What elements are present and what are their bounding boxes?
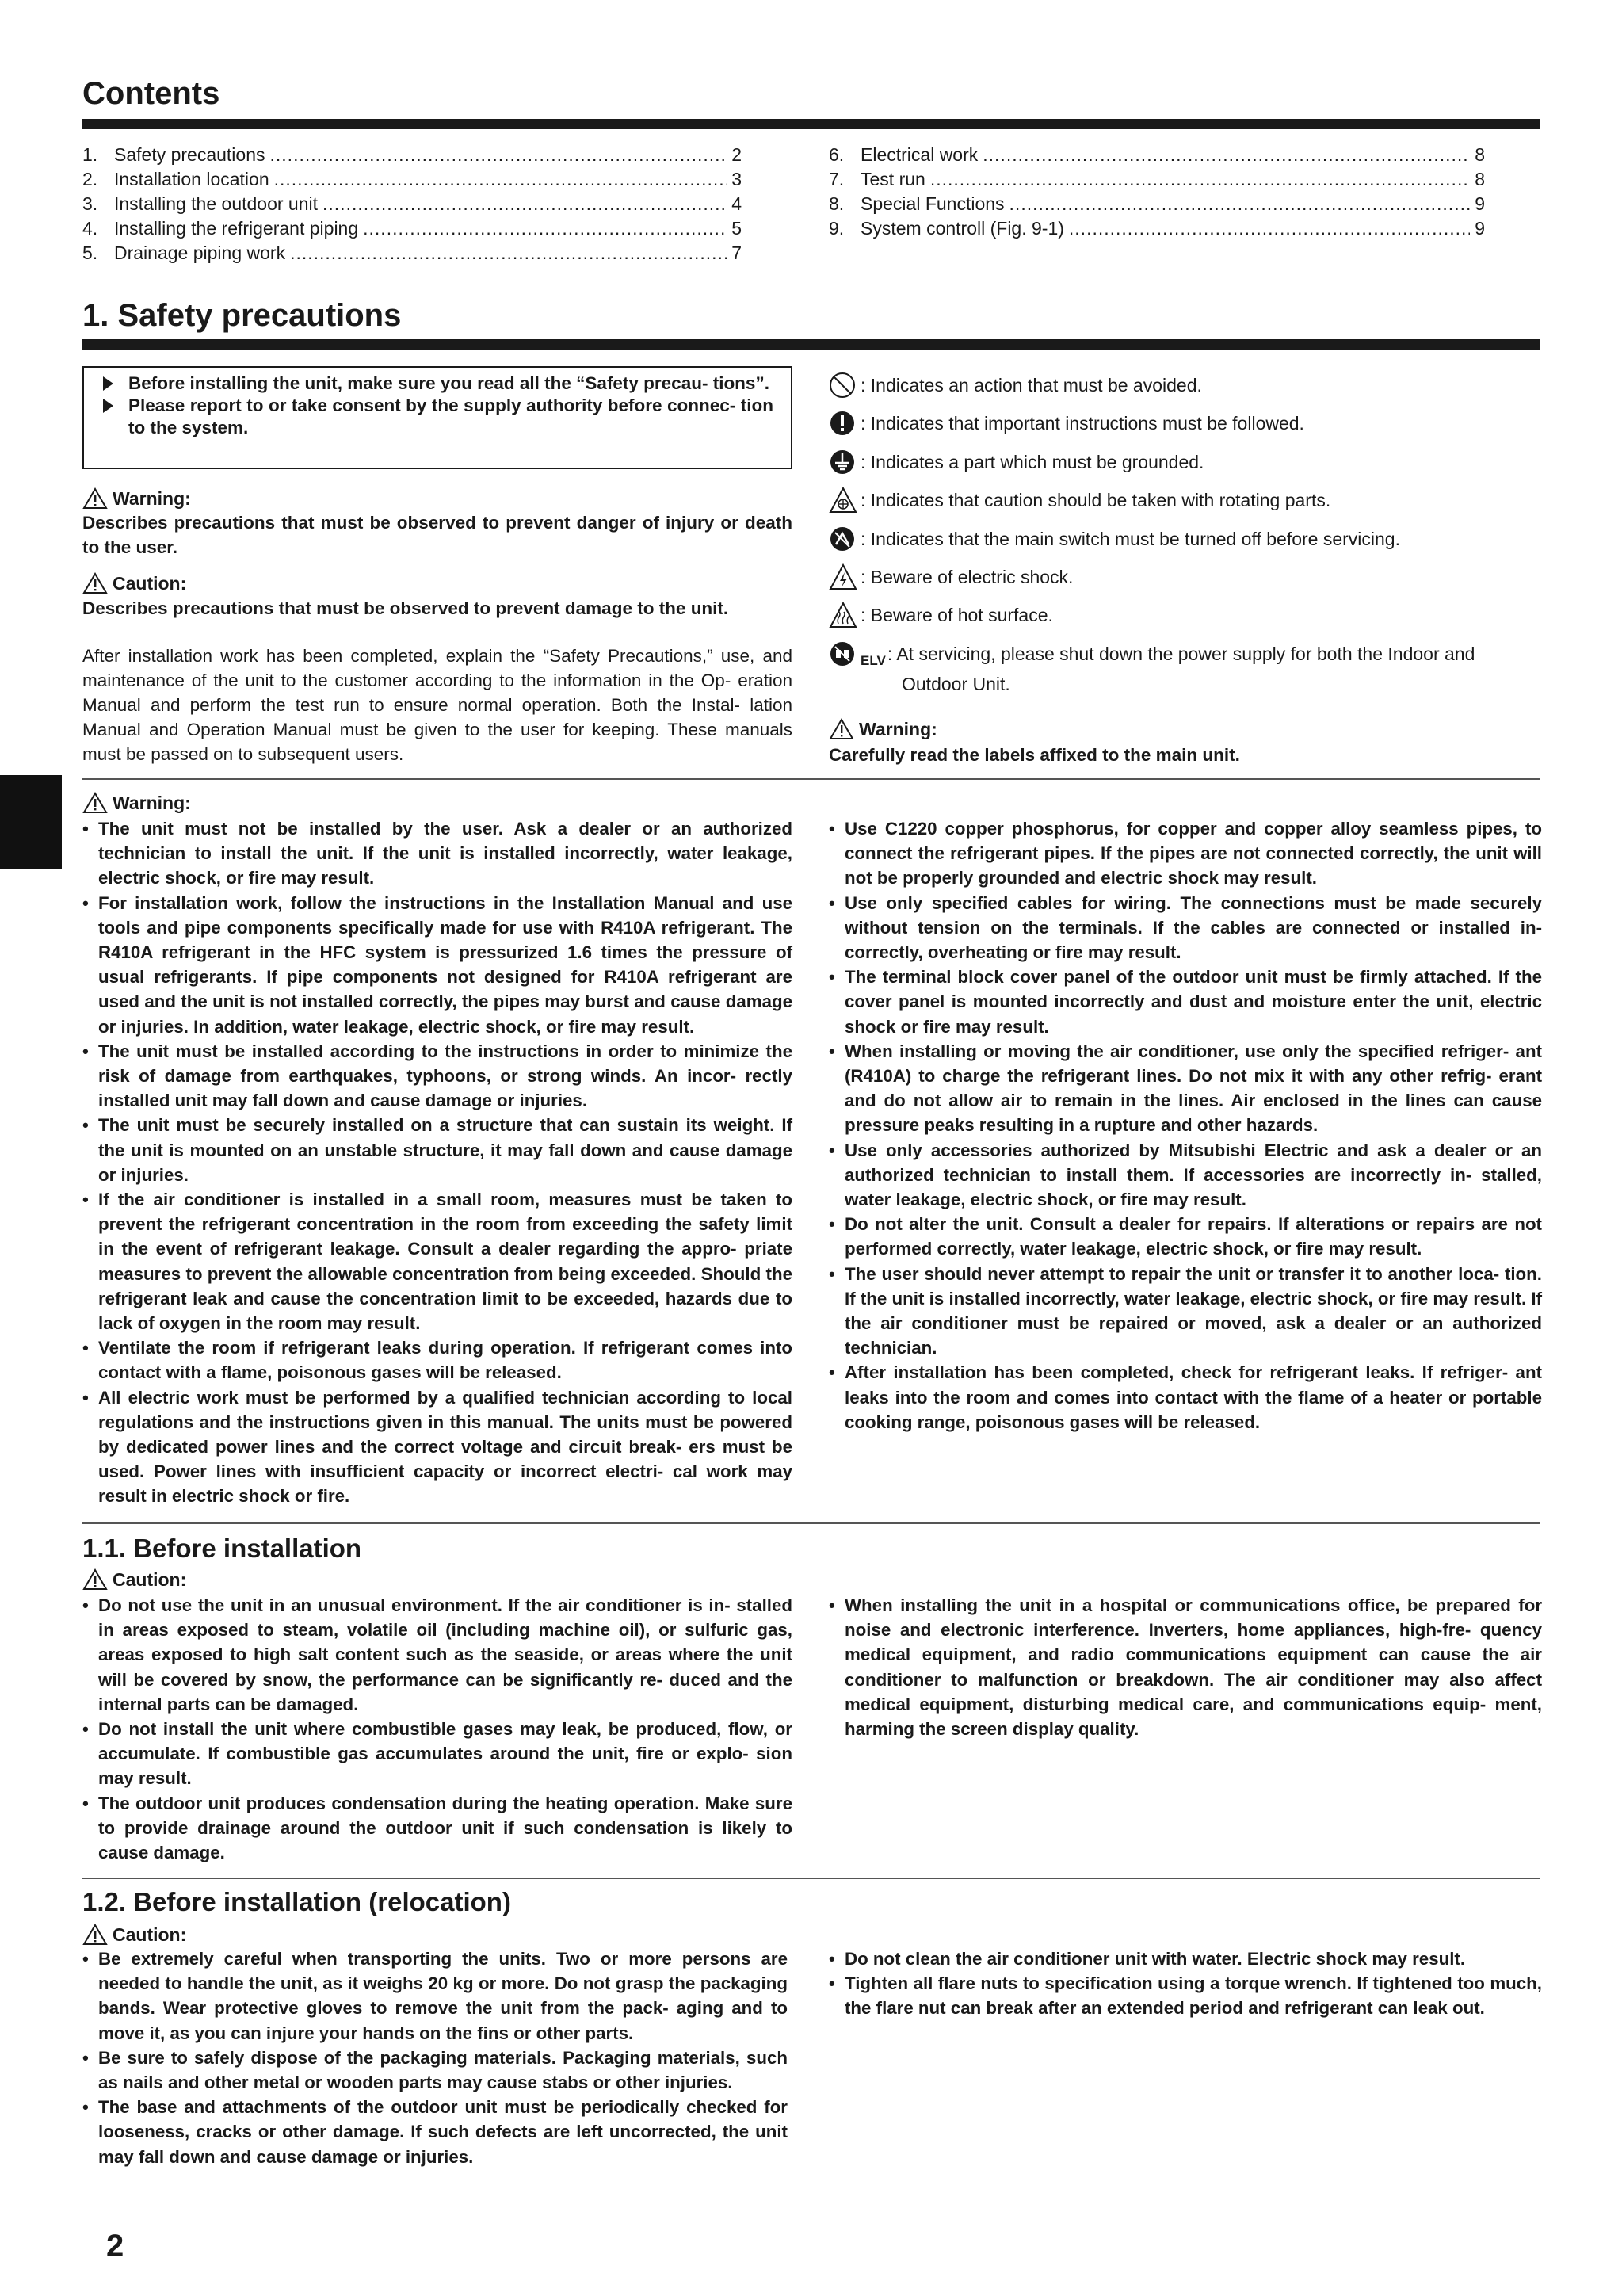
list-item: • The unit must not be installed by the user. Ask a dealer or an authorized technician to install the unit. If the unit is installed incorrectly, water leakage, electric shock, or fire may result. xyxy=(82,816,792,891)
list-item: • Do not use the unit in an unusual environment. If the air conditioner is in- stalled in areas exposed to steam, volatile oil (including machine oil), or sulfuric gas, areas exposed to high salt content such as the seaside, or areas where the unit will be covered by snow, the performance can be significantly re- duced and the internal parts can be damaged. xyxy=(82,1593,792,1717)
safety-title: 1. Safety precautions xyxy=(82,298,402,333)
caution-triangle-icon xyxy=(82,1568,108,1591)
before-installation-caution: Caution: xyxy=(82,1568,186,1591)
ground-icon xyxy=(829,447,861,477)
list-item: • The terminal block cover panel of the outdoor unit must be firmly attached. If the cover panel is mounted incorrectly and dust and moisture enter the unit, electric shock or fire may result. xyxy=(829,965,1542,1039)
symbol-elv: ELV : At servicing, please shut down the power supply for both the Indoor and Outdoor Unit. xyxy=(829,639,1542,699)
toc-entry[interactable]: 3. Installing the outdoor unit ..... 4 xyxy=(82,192,742,216)
toc-entry[interactable]: 8. Special Functions ..... 9 xyxy=(829,192,1485,216)
list-item: • Be sure to safely dispose of the packaging materials. Packaging materials, such as nails and other metal or wooden parts may cause stabs or other injuries. xyxy=(82,2046,788,2095)
warning-triangle-icon xyxy=(82,792,108,814)
list-item: • When installing or moving the air conditioner, use only the specified refriger- ant (R410A) to charge the refrigerant lines. Do not mix it with any other refrig- erant and do not allow air to remain in the lines. Air enclosed in the lines can cause pressure peaks resulting in a rupture and other hazards. xyxy=(829,1039,1542,1138)
divider xyxy=(82,778,1540,780)
toc-entry[interactable]: 2. Installation location ..... 3 xyxy=(82,167,742,192)
note-item: Before installing the unit, make sure you read all the “Safety precau- tions”. xyxy=(101,372,773,395)
list-item: • Do not clean the air conditioner unit with water. Electric shock may result. xyxy=(829,1946,1542,1971)
toc-entry[interactable]: 4. Installing the refrigerant piping ..... 5 xyxy=(82,216,742,241)
safety-rule xyxy=(82,339,1540,350)
note-item: Please report to or take consent by the supply authority before connec- tion to the system. xyxy=(101,395,773,439)
toc-entry[interactable]: 5. Drainage piping work ..... 7 xyxy=(82,241,742,266)
arrow-right-icon xyxy=(103,376,113,391)
warning-triangle-icon xyxy=(82,487,108,510)
safety-note-box xyxy=(82,366,792,469)
symbol-mandatory: : Indicates that important instructions must be followed. xyxy=(829,408,1304,438)
disconnect-power-icon xyxy=(829,639,861,669)
list-item: • All electric work must be performed by a qualified technician according to local regulations and the instructions given in this manual. The units must be powered by dedicated power lines and the correct voltage and circuit break- ers must be used. Power lines with insufficient capacity or incorrect electri- cal work may result in electric shock or fire. xyxy=(82,1385,792,1509)
before-installation-title: 1.1. Before installation xyxy=(82,1534,362,1563)
right-warning-text: Carefully read the labels affixed to the main unit. xyxy=(829,745,1240,765)
toc-left xyxy=(82,143,742,266)
toc-entry[interactable]: 1. Safety precautions ..... 2 xyxy=(82,143,742,167)
list-item: • The base and attachments of the outdoor unit must be periodically checked for looseness, cracks or other damage. If such defects are left uncorrected, the unit may fall down and cause damage or injuries. xyxy=(82,2095,788,2169)
symbol-rotating: : Indicates that caution should be taken with rotating parts. xyxy=(829,485,1330,515)
list-item: • Use C1220 copper phosphorus, for copper and copper alloy seamless pipes, to connect the refrigerant pipes. If the pipes are not connected correctly, the unit will not be properly grounded and electric shock may result. xyxy=(829,816,1542,891)
caution-heading: Caution: xyxy=(82,571,186,595)
toc-right xyxy=(829,143,1485,241)
list-item: • Be extremely careful when transporting the units. Two or more persons are needed to handle the unit, as it weighs 20 kg or more. Do not grasp the packaging bands. Wear protective gloves to remove the unit from the pack- aging and to move it, as you can injure your hands on the fins or other parts. xyxy=(82,1946,788,2046)
symbol-main-switch: : Indicates that the main switch must be turned off before servicing. xyxy=(829,524,1400,554)
list-item: • For installation work, follow the instructions in the Installation Manual and use tools and pipe components specifically made for use with R410A refrigerant. The R410A refrigerant in the HFC system is pressurized 1.6 times the pressure of usual refrigerants. If pipe components not designed for R410A refrigerant are used and the unit is not installed correctly, the pipes may burst and cause damage or injuries. In addition, water leakage, electric shock, or fire may result. xyxy=(82,891,792,1039)
caution-description: Describes precautions that must be observed to prevent damage to the unit. xyxy=(82,598,729,618)
caution-triangle-icon xyxy=(82,1924,108,1946)
contents-title: Contents xyxy=(82,76,220,111)
toc-entry[interactable]: 9. System controll (Fig. 9-1) ..... 9 xyxy=(829,216,1485,241)
right-warning-heading: Warning: xyxy=(829,717,937,741)
relocation-list-left xyxy=(82,1946,788,2169)
page-number: 2 xyxy=(106,2229,124,2264)
after-installation-text: After installation work has been completed, explain the “Safety Precautions,” use, and maintenance of the unit to the customer according to the information in the Op- eration Manual and perform the test run to ensure normal operation. Both the Instal- lation Manual and Operation Manual must be given to the user for keeping. These manuals must be passed on to subsequent users. xyxy=(82,646,792,764)
symbol-ground: : Indicates a part which must be grounded. xyxy=(829,447,1204,477)
warning-triangle-icon xyxy=(829,718,854,740)
warnings-list-left xyxy=(82,816,792,1509)
symbol-hot-surface: : Beware of hot surface. xyxy=(829,600,1053,630)
warnings-heading: Warning: xyxy=(82,791,191,815)
list-item: • The user should never attempt to repair the unit or transfer it to another loca- tion. If the unit is installed incorrectly, water leakage, electric shock, or fire may result. If the air conditioner must be repaired or moved, ask a dealer or an authorized technician. xyxy=(829,1262,1542,1361)
prohibited-icon xyxy=(829,370,861,400)
list-item: • If the air conditioner is installed in a small room, measures must be taken to prevent the refrigerant concentration in the room from exceeding the safety limit in the event of refrigerant leakage. Consult a dealer regarding the appro- priate measures to prevent the allowable concentration from being exceeded. Should the refrigerant leak and cause the concentration limit to be exceeded, hazards due to lack of oxygen in the room may result. xyxy=(82,1187,792,1335)
contents-rule xyxy=(82,119,1540,129)
list-item: • When installing the unit in a hospital or communications office, be prepared for noise and electronic interference. Inverters, home appliances, high-fre- quency medical equipment, and radio communications equipment can cause the air conditioner to malfunction or breakdown. The air conditioner may also affect medical equipment, disturbing medical care, and communications equip- ment, harming the screen display quality. xyxy=(829,1593,1542,1741)
list-item: • After installation has been completed, check for refrigerant leaks. If refriger- ant leaks into the room and comes into contact with the flame of a heater or portable cooking range, poisonous gases will be released. xyxy=(829,1360,1542,1435)
relocation-caution: Caution: xyxy=(82,1923,186,1946)
warning-description: Describes precautions that must be observed to prevent danger of injury or death to the user. xyxy=(82,513,792,557)
symbol-avoid: : Indicates an action that must be avoided. xyxy=(829,370,1202,400)
main-switch-off-icon xyxy=(829,524,861,554)
relocation-title: 1.2. Before installation (relocation) xyxy=(82,1887,511,1916)
warning-heading: Warning: xyxy=(82,487,191,510)
rotating-parts-icon xyxy=(829,485,861,515)
list-item: • Ventilate the room if refrigerant leaks during operation. If refrigerant comes into contact with a flame, poisonous gases will be released. xyxy=(82,1335,792,1385)
list-item: • Do not alter the unit. Consult a dealer for repairs. If alterations or repairs are not performed correctly, water leakage, electric shock, or fire may result. xyxy=(829,1212,1542,1261)
relocation-list-right xyxy=(829,1946,1542,2021)
before-installation-list-left xyxy=(82,1593,792,1865)
divider xyxy=(82,1522,1540,1524)
list-item: • Do not install the unit where combustible gases may leak, be produced, flow, or accumulate. If combustible gas accumulates around the unit, fire or explo- sion may result. xyxy=(82,1717,792,1791)
hot-surface-icon xyxy=(829,600,861,630)
before-installation-list-right xyxy=(829,1593,1542,1741)
divider xyxy=(82,1878,1540,1879)
list-item: • Use only accessories authorized by Mitsubishi Electric and ask a dealer or an authorized technician to install them. If accessories are incorrectly in- stalled, water leakage, electric shock, or fire may result. xyxy=(829,1138,1542,1213)
list-item: • Tighten all flare nuts to specification using a torque wrench. If tightened too much, the flare nut can break after an extended period and refrigerant can leak out. xyxy=(829,1971,1542,2020)
list-item: • Use only specified cables for wiring. The connections must be made securely without tension on the terminals. If the cables are connected or installed in- correctly, overheating or fire may result. xyxy=(829,891,1542,965)
list-item: • The unit must be securely installed on a structure that can sustain its weight. If the unit is mounted on an unstable structure, it may fall down and cause damage or injuries. xyxy=(82,1113,792,1187)
toc-entry[interactable]: 6. Electrical work ..... 8 xyxy=(829,143,1485,167)
electric-shock-icon xyxy=(829,562,861,592)
list-item: • The unit must be installed according to the instructions in order to minimize the risk of damage from earthquakes, typhoons, or strong winds. An incor- rectly installed unit may fall down and cause damage or injuries. xyxy=(82,1039,792,1114)
section-tab xyxy=(0,775,62,869)
arrow-right-icon xyxy=(103,399,113,413)
toc-entry[interactable]: 7. Test run ..... 8 xyxy=(829,167,1485,192)
mandatory-icon xyxy=(829,408,861,438)
warnings-list-right xyxy=(829,816,1542,1435)
symbol-electric-shock: : Beware of electric shock. xyxy=(829,562,1073,592)
caution-triangle-icon xyxy=(82,572,108,594)
list-item: • The outdoor unit produces condensation during the heating operation. Make sure to provide drainage around the outdoor unit if such condensation is likely to cause damage. xyxy=(82,1791,792,1866)
